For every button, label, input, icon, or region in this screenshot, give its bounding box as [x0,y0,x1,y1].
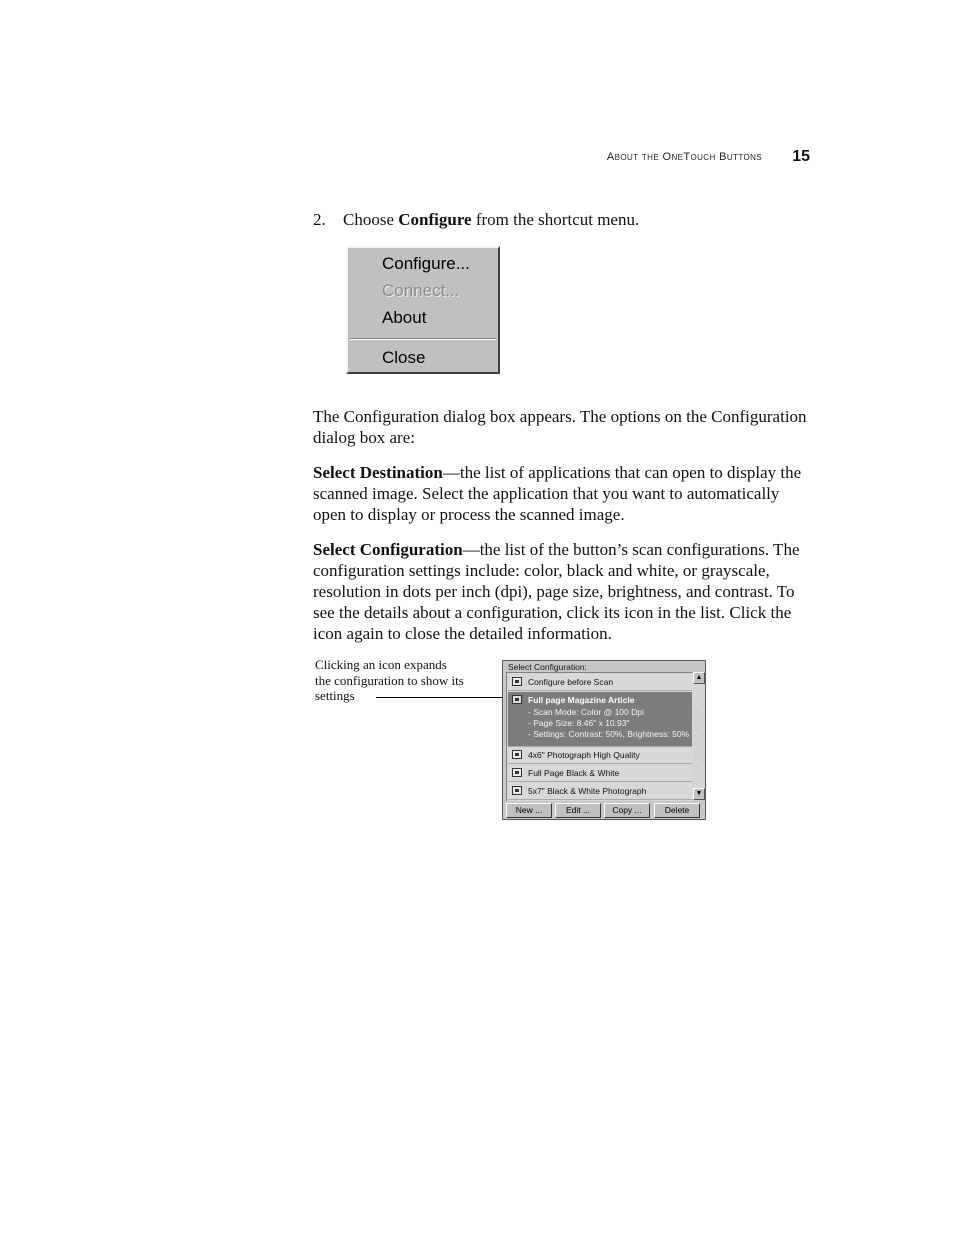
config-row-5x7-bw-photograph[interactable] [508,783,692,800]
config-row-label: 5x7" Black & White Photograph [528,786,647,796]
shortcut-menu [346,246,500,374]
intro-paragraph: The Configuration dialog box appears. The options on the Configuration dialog box are: [313,407,807,447]
edit-button[interactable]: Edit ... [555,803,601,818]
menu-separator [350,338,496,340]
config-detail-page-size: - Page Size: 8.46" x 10.93" [528,718,630,728]
step-2 [313,210,639,230]
select-configuration-text: —the list of the button’s scan configurations. The configuration settings include: color, black and white, or grayscale, resolution in dots per inch (dpi), page size, brightness, and contrast. To see the details about a configuration, click its icon in the list. Click the icon again to close the detailed information. [313,540,800,643]
step-bold: Configure [398,210,472,229]
config-row-4x6-photograph[interactable] [508,747,692,764]
select-destination-term: Select Destination [313,463,443,482]
configuration-list[interactable] [506,672,693,801]
config-row-label: Configure before Scan [528,677,614,687]
config-row-label: Full page Magazine Article [528,695,635,705]
menu-item-close[interactable]: Close [382,348,426,367]
callout-text: Clicking an icon expands the configuration to show its settings [315,657,464,703]
step-text-before: Choose [343,210,399,229]
running-title: About the OneTouch Buttons [606,151,762,163]
select-configuration-paragraph [313,539,813,644]
menu-item-about[interactable]: About [382,308,427,327]
config-panel-title: Select Configuration: [508,662,587,672]
copy-button[interactable]: Copy ... [604,803,650,818]
config-row-full-page-magazine-article[interactable] [508,692,692,747]
config-icon[interactable] [512,677,522,686]
select-configuration-term: Select Configuration [313,540,463,559]
scroll-down-arrow-icon[interactable]: ▼ [693,788,705,800]
select-configuration-panel [502,660,706,820]
menu-item-configure[interactable]: Configure... [382,254,470,273]
select-destination-text: —the list of applications that can open to display the scanned image. Select the application that you want to automatically open to display or process the scanned image. [313,463,802,524]
callout-leader-line [376,697,502,698]
config-row-full-page-black-white[interactable] [508,765,692,782]
new-button[interactable]: New ... [506,803,552,818]
menu-item-connect: Connect... [382,281,460,300]
page-number: 15 [792,148,810,165]
config-icon[interactable] [512,786,522,795]
config-detail-scan-mode: - Scan Mode: Color @ 100 Dpi [528,707,644,717]
select-destination-paragraph [313,462,813,525]
step-number: 2. [313,210,326,229]
config-row-label: Full Page Black & White [528,768,620,778]
config-row-configure-before-scan[interactable] [508,674,692,691]
running-header [560,148,810,168]
config-row-label: 4x6" Photograph High Quality [528,750,640,760]
config-list-scrollbar[interactable] [693,672,705,800]
config-icon[interactable] [512,695,522,704]
config-icon[interactable] [512,768,522,777]
config-icon[interactable] [512,750,522,759]
step-text-after: from the shortcut menu. [471,210,640,229]
config-detail-settings: - Settings: Contrast: 50%, Brightness: 50% [528,729,690,739]
scroll-up-arrow-icon[interactable]: ▲ [693,672,705,684]
delete-button[interactable]: Delete [654,803,700,818]
